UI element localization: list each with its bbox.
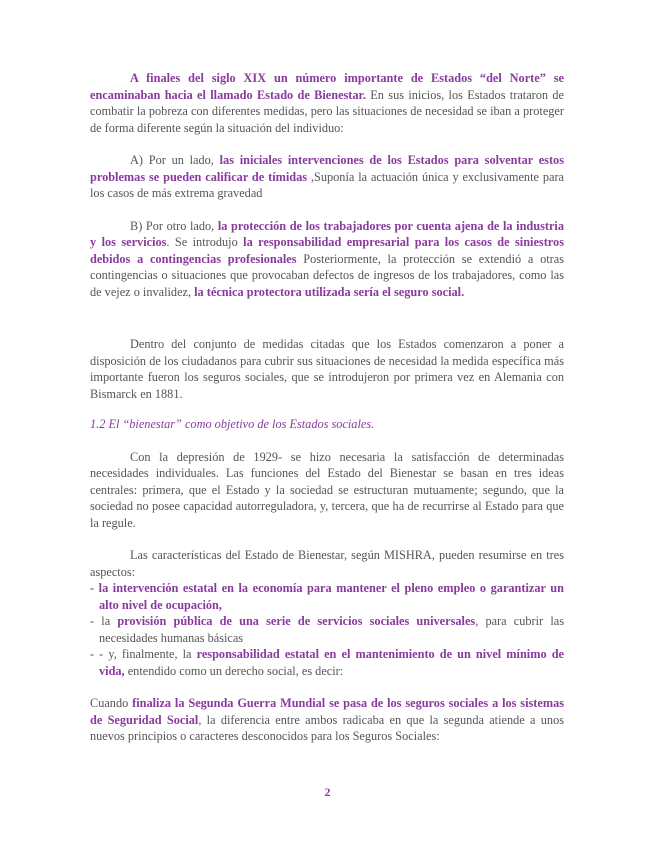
paragraph-depresion-1929: Con la depresión de 1929- se hizo necesaria la satisfacción de determinadas necesidades individuales. Las funciones del Estado del Bienestar se basan en tres ideas centrales: primera, que el Estado y la sociedad se estructuran mutuamente; segundo, que la sociedad no posee capacidad autorreguladora, y, tercera, que ha de recurrirse al Estado para que la regule. <box>90 449 564 530</box>
body-text: Posteriormente, la protección se extendió a otras contingencias o situaciones que provocaban defectos de ingresos de los trabajadores, como las de vejez o invalidez, <box>90 251 564 299</box>
emphasis-text: provisión pública de una serie de servicios sociales universales <box>117 614 476 628</box>
paragraph-estado-bienestar-intro <box>90 70 564 136</box>
body-text: entendido como un derecho social, es decir: <box>124 663 344 678</box>
list-item <box>90 613 564 646</box>
body-text: En sus inicios, los Estados trataron de combatir la pobreza con diferentes medidas, pero las situaciones de necesidad se iban a proteger de forma diferente según la situación del individuo: <box>90 87 564 135</box>
emphasis-text: la técnica protectora utilizada sería el seguro social. <box>194 284 465 299</box>
body-text: - la <box>90 614 118 628</box>
paragraph-mishra: Las características del Estado de Bienestar, según MISHRA, pueden resumirse en tres aspectos: <box>90 548 564 579</box>
emphasis-text: A finales del siglo XIX un número importante de Estados “del Norte” se encaminaban hacia el llamado Estado de Bienestar. <box>90 71 564 102</box>
emphasis-text: finaliza la Segunda Guerra Mundial se pasa de los seguros sociales a los sistemas de Seguridad Social <box>90 696 565 727</box>
body-text: , para cubrir las necesidades humanas básicas <box>99 614 564 645</box>
emphasis-text: la responsabilidad empresarial para los casos de siniestros debidos a contingencias profesionales <box>90 235 564 266</box>
emphasis-text: responsabilidad estatal en el mantenimiento de un nivel mínimo de vida, <box>99 647 564 678</box>
body-text: . Se introdujo <box>166 235 244 249</box>
section-heading: 1.2 El “bienestar” como objetivo de los Estados sociales. <box>90 417 375 431</box>
body-text: ,Suponía la actuación única y exclusivamente para los casos de más extrema gravedad <box>90 169 564 200</box>
document-page <box>90 70 564 745</box>
paragraph-point-a <box>90 152 564 202</box>
emphasis-text: la protección de los trabajadores por cuenta ajena de la industria y los servicios <box>90 218 564 249</box>
paragraph-seguros-sociales: Dentro del conjunto de medidas citadas que los Estados comenzaron a poner a disposición de los ciudadanos para cubrir sus situaciones de necesidad la medida específica más importante fueron los seguros sociales, que se introdujeron por primera vez en Alemania con Bismarck en 1881. <box>90 337 564 401</box>
paragraph-seguridad-social <box>90 695 564 745</box>
list-item <box>90 646 564 679</box>
body-text: B) Por otro lado, <box>130 218 218 233</box>
body-text: A) Por un lado, <box>130 153 220 167</box>
list-item: - la intervención estatal en la economía para mantener el pleno empleo o garantizar un alto nivel de ocupación, <box>90 581 564 612</box>
body-text: Cuando <box>90 696 133 710</box>
body-text: - - y, finalmente, la <box>90 647 197 661</box>
paragraph-point-b <box>90 218 564 301</box>
body-text: , la diferencia entre ambos radicaba en que la segunda atiende a unos nuevos principios o caracteres desconocidos para los Seguros Sociales: <box>90 712 564 743</box>
page-number: 2 <box>324 785 331 799</box>
emphasis-text: las iniciales intervenciones de los Estados para solventar estos problemas se pueden calificar de tímidas <box>90 153 564 184</box>
